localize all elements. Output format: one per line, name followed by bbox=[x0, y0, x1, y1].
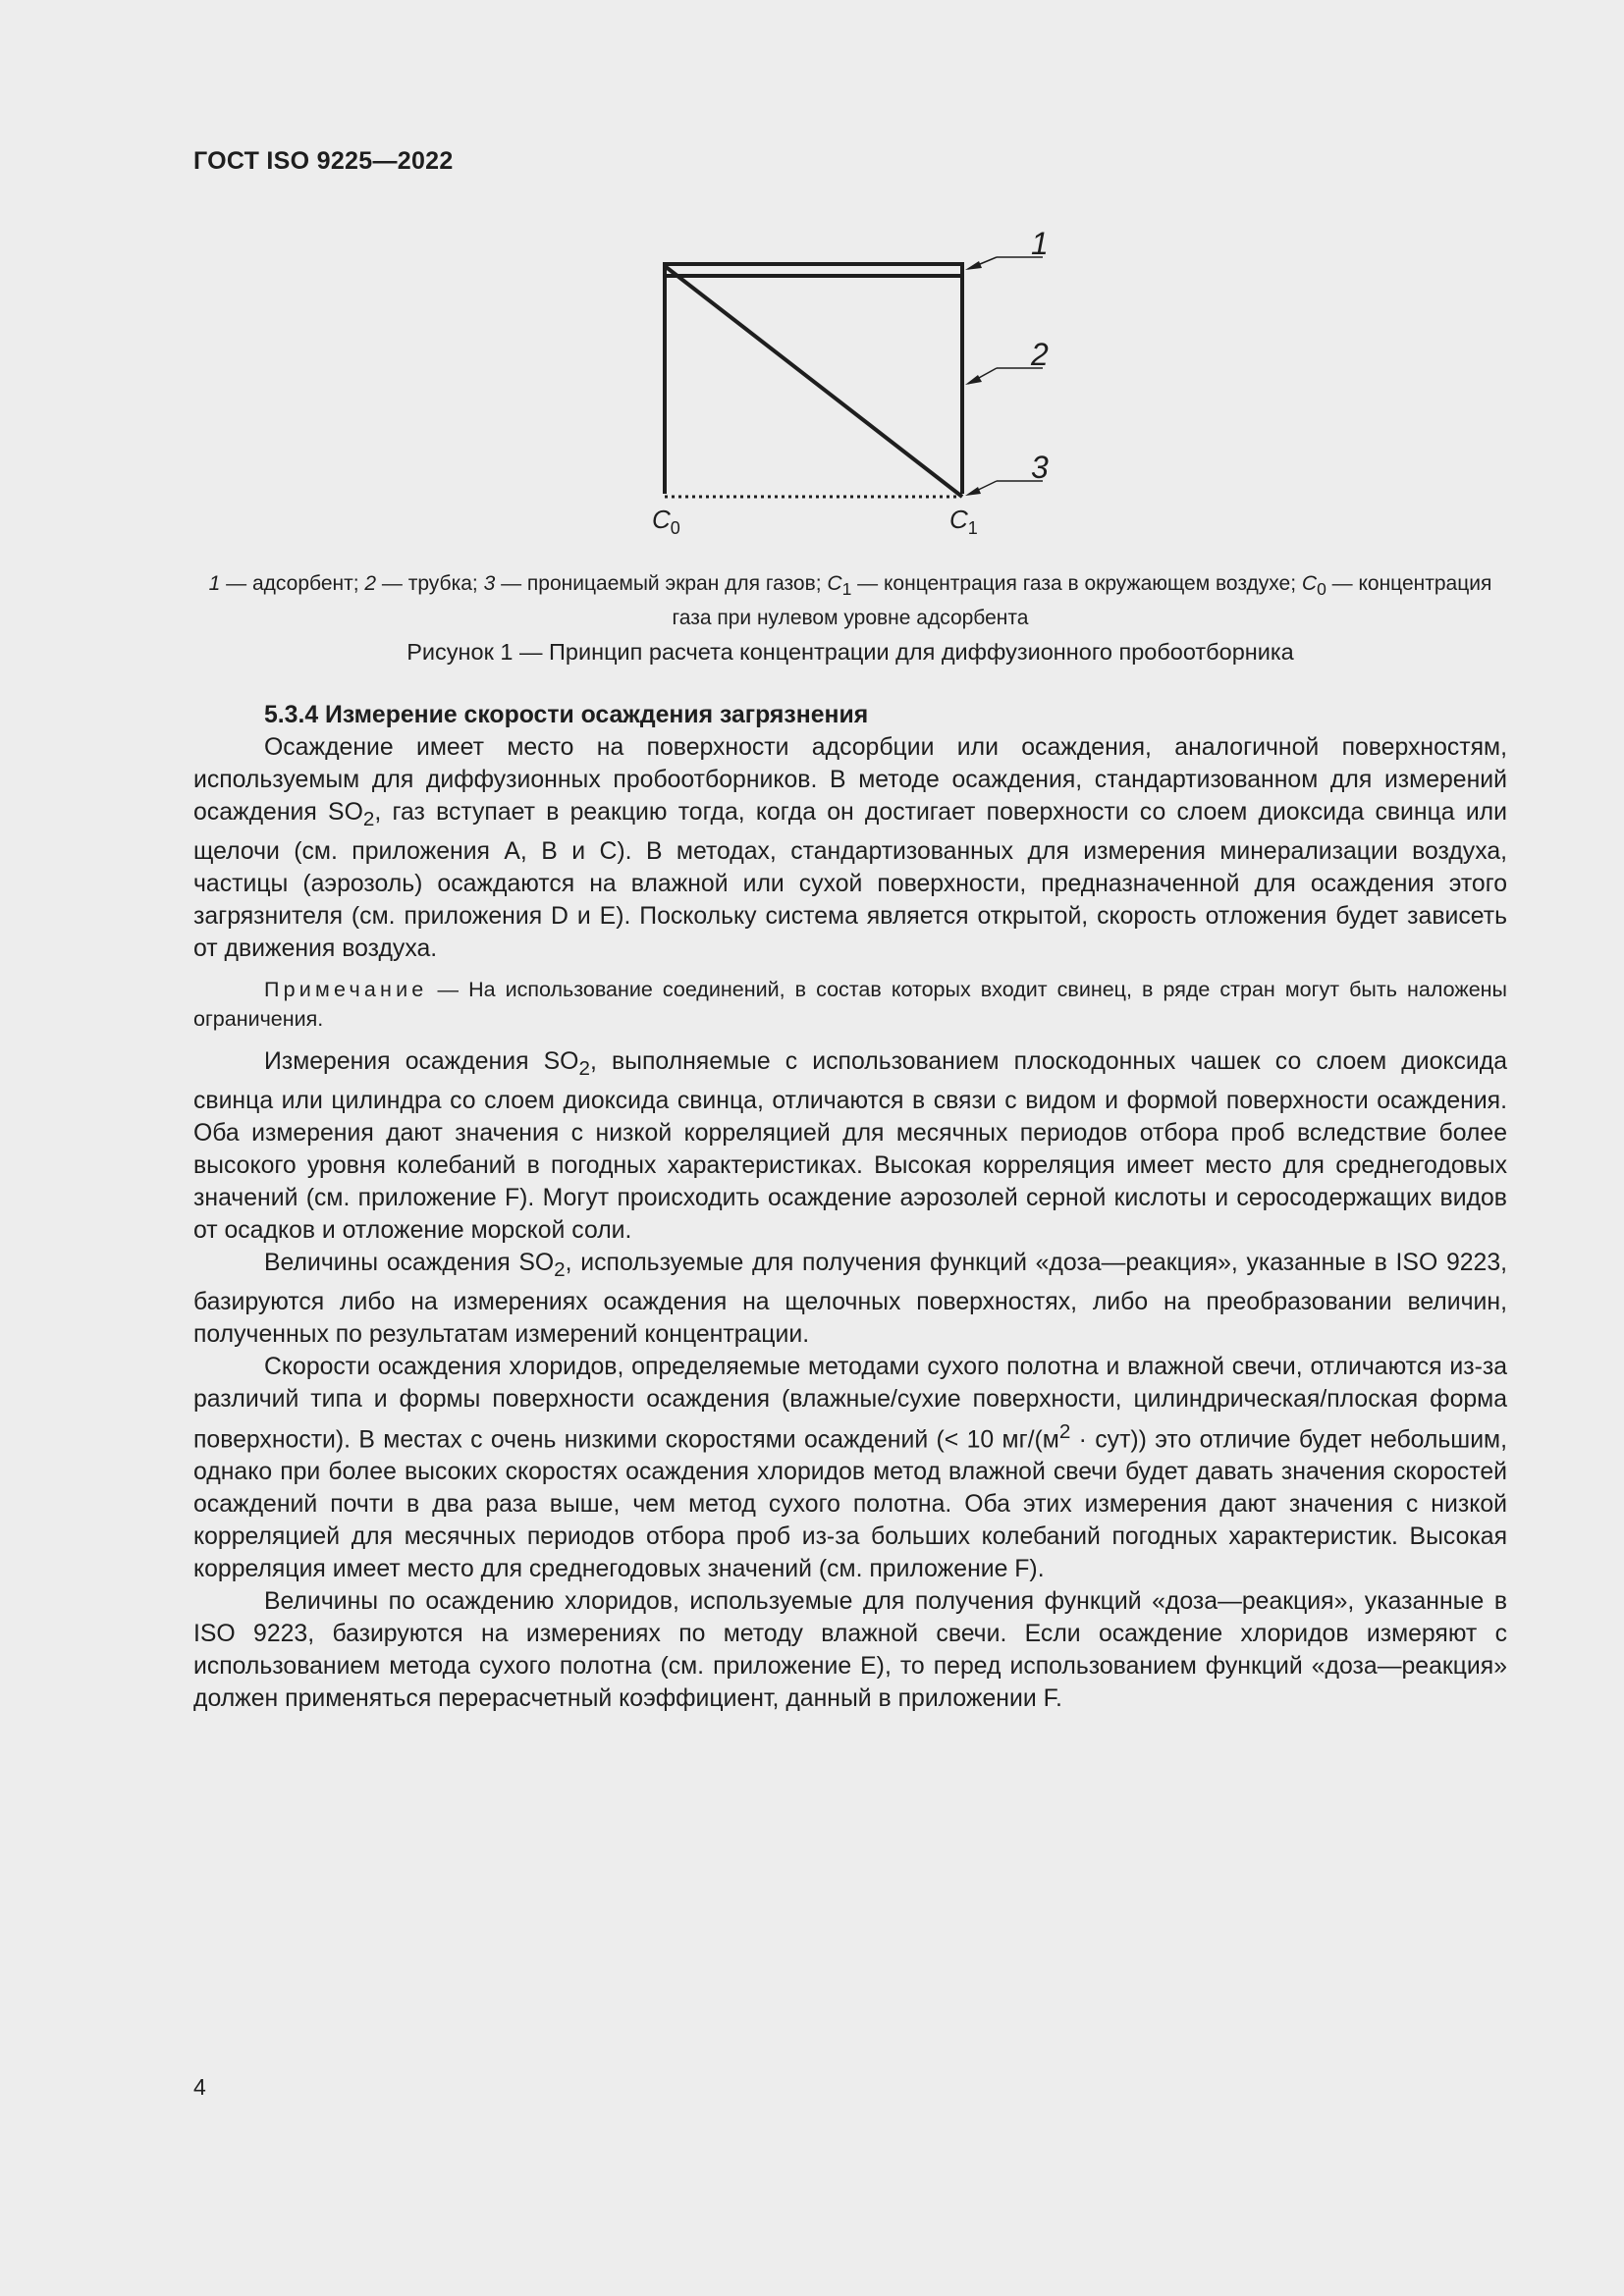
paragraph-5: Величины по осаждению хлоридов, используемые для получения функций «доза—реакция», указанные в ISO 9223, базируются на измерениях по методу влажной свечи. Если осаждение хлоридов измеряют с использованием метода сухого полотна (см. приложение Е), то перед использованием функций «доза—реакция» должен применяться перерасчетный коэффициент, данный в приложении F. bbox=[193, 1588, 1507, 1713]
paragraph-2: Измерения осаждения $SO_2$, выполняемые с использованием плоскодонных чашек со слоем диоксида свинца или цилиндра со слоем диоксида свинца, отличаются в связи с видом и формой поверхности осаждения. Оба измерения дают значения с низкой корреляцией для месячных периодов отбора проб вследствие более высокого уровня колебаний в погодных характеристиках. Высокая корреляция имеет место для среднегодовых значений (см. приложение F). Могут происходить осаждение аэрозолей серной кислоты и серосодержащих видов от осадков и отложение морской соли. bbox=[193, 1047, 1507, 1244]
paragraph-4: Скорости осаждения хлоридов, определяемые методами сухого полотна и влажной свечи, отличаются из-за различий типа и формы поверхности осаждения (влажные/сухие поверхности, цилиндрическая/плоская форма поверхности). В местах с очень низкими скоростями осаждений (< 10 $мг/(м^2 \cdot сут)$) это отличие будет небольшим, однако при более высоких скоростях осаждения хлоридов метод влажной свечи будет давать значения скоростей осаждений почти в два раза выше, чем метод сухого полотна. Оба этих измерения дают значения с низкой корреляцией для месячных периодов отбора проб из-за больших колебаний погодных характеристик. Высокая корреляция имеет место для среднегодовых значений (см. приложение F). bbox=[193, 1353, 1507, 1583]
paragraph-1: Осаждение имеет место на поверхности адсорбции или осаждения, аналогичной поверхностям, используемым для диффузионных пробоотборников. В методе осаждения, стандартизованном для измерений осаждения $SO_2$, газ вступает в реакцию тогда, когда он достигает поверхности со слоем диоксида свинца или щелочи (см. приложения А, В и С). В методах, стандартизованных для измерения минерализации воздуха, частицы (аэрозоль) осаждаются на влажной или сухой поверхности, предназначенной для осаждения этого загрязнителя (см. приложения D и Е). Поскольку система является открытой, скорость отложения будет зависеть от движения воздуха. bbox=[193, 734, 1507, 962]
figure-caption: Рисунок 1 — Принцип расчета концентрации для диффузионного пробоотборника bbox=[406, 639, 1294, 665]
callout-3-arrow bbox=[965, 487, 981, 496]
section-body bbox=[193, 699, 1507, 1715]
callout-3-label: 3 bbox=[1031, 450, 1049, 485]
diagram-svg bbox=[628, 224, 1060, 548]
callout-2-arrow bbox=[965, 375, 982, 385]
document-header: ГОСТ ISO 9225—2022 bbox=[193, 147, 454, 175]
note: Примечание — На использование соединений, в состав которых входит свинец, в ряде стран могут быть наложены ограничения. bbox=[193, 977, 1507, 1031]
callout-2-label: 2 bbox=[1031, 337, 1049, 372]
callout-1-arrow bbox=[965, 261, 982, 270]
label-c0: $C_0$ bbox=[652, 505, 680, 538]
label-c1: $C_1$ bbox=[949, 505, 978, 538]
page-number: 4 bbox=[193, 2074, 206, 2100]
concentration-gradient bbox=[665, 266, 962, 497]
paragraph-3: Величины осаждения $SO_2$, используемые для получения функций «доза—реакция», указанные в ISO 9223, базируются либо на измерениях осаждения на щелочных поверхностях, либо на преобразовании величин, полученных по результатам измерений концентрации. bbox=[193, 1249, 1507, 1348]
figure-legend: 1 — адсорбент; 2 — трубка; 3 — проницаемый экран для газов; $C_1$ — концентрация газа в окружающем воздухе; $C_0$ — концентрация газа при нулевом уровне адсорбента bbox=[208, 572, 1492, 630]
section-heading: 5.3.4 Измерение скорости осаждения загрязнения bbox=[264, 702, 869, 728]
callout-1-label: 1 bbox=[1031, 226, 1049, 261]
figure-diagram bbox=[628, 224, 1060, 548]
